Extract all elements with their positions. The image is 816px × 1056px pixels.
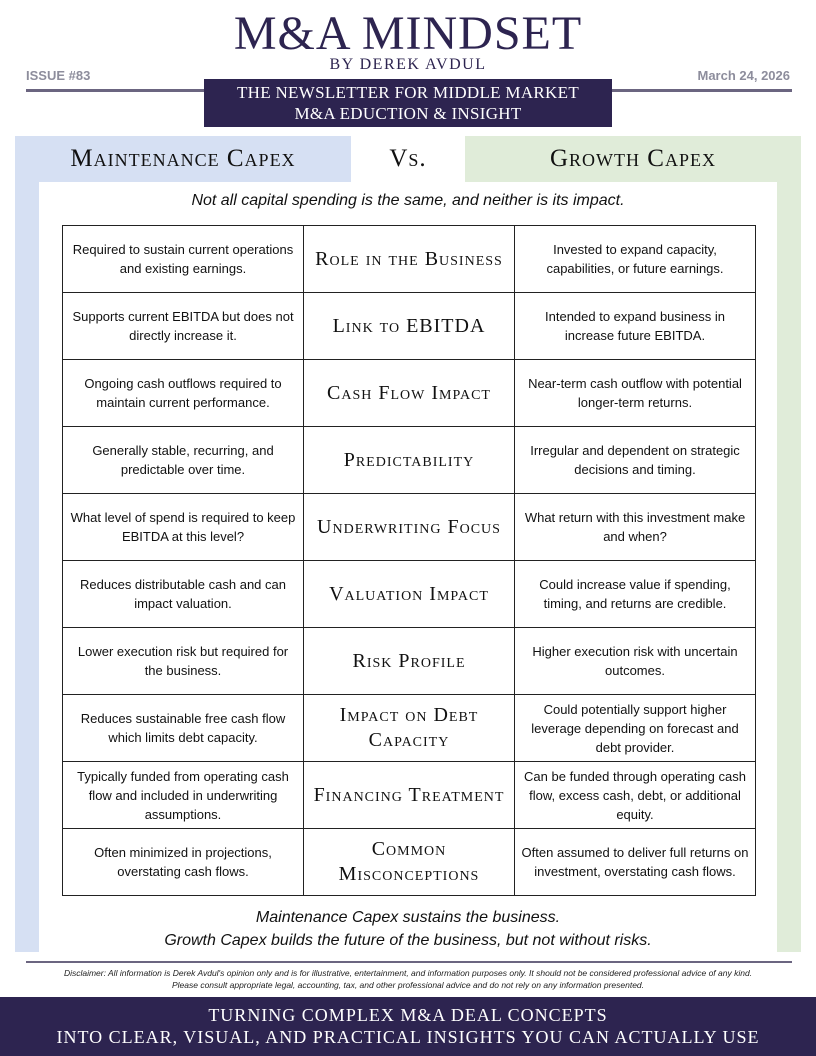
table-row xyxy=(63,427,756,494)
header-rule-right xyxy=(612,89,792,92)
closing-line-2: Growth Capex builds the future of the business, but not without risks. xyxy=(164,932,652,949)
maintenance-cell: Generally stable, recurring, and predictable over time. xyxy=(63,427,304,494)
footer-line-2: INTO CLEAR, VISUAL, AND PRACTICAL INSIGHTS YOU CAN ACTUALLY USE xyxy=(56,1027,760,1047)
header-rule-left xyxy=(26,89,204,92)
tagline-box xyxy=(204,79,612,127)
maintenance-cell: Ongoing cash outflows required to maintain current performance. xyxy=(63,360,304,427)
maintenance-cell: Reduces distributable cash and can impact valuation. xyxy=(63,561,304,628)
byline: BY DEREK AVDUL xyxy=(329,56,487,73)
criteria-cell: Financing Treatment xyxy=(304,762,515,829)
maintenance-cell: Supports current EBITDA but does not directly increase it. xyxy=(63,293,304,360)
maintenance-cell: Lower execution risk but required for the business. xyxy=(63,628,304,695)
versus-label: Vs. xyxy=(389,145,427,172)
table-row xyxy=(63,829,756,896)
table-row xyxy=(63,494,756,561)
criteria-cell: Link to EBITDA xyxy=(304,293,515,360)
footer-line-1: TURNING COMPLEX M&A DEAL CONCEPTS xyxy=(208,1005,608,1025)
issue-number: ISSUE #83 xyxy=(26,68,91,83)
bottom-rule xyxy=(26,961,792,963)
growth-capex-title: Growth Capex xyxy=(550,145,716,172)
maintenance-cell: What level of spend is required to keep EBITDA at this level? xyxy=(63,494,304,561)
table-row xyxy=(63,226,756,293)
tagline-line-1: THE NEWSLETTER FOR MIDDLE MARKET xyxy=(236,83,579,102)
criteria-cell: Cash Flow Impact xyxy=(304,360,515,427)
growth-cell: Can be funded through operating cash flow, excess cash, debt, or additional equity. xyxy=(515,762,756,829)
table-row xyxy=(63,762,756,829)
criteria-cell: Valuation Impact xyxy=(304,561,515,628)
maintenance-band-side xyxy=(15,182,39,952)
disclaimer-text: Disclaimer: All information is Derek Avdul's opinion only and is for illustrative, entertainment, and information purposes only. It should not be considered professional advice of any kind. Please consult appropriate legal, accounting, tax, and other professional advice and do not rely on any information presented. xyxy=(63,968,753,990)
growth-cell: Could increase value if spending, timing, and returns are credible. xyxy=(515,561,756,628)
table-row xyxy=(63,695,756,762)
growth-cell: Invested to expand capacity, capabilities, or future earnings. xyxy=(515,226,756,293)
closing-line-1: Maintenance Capex sustains the business. xyxy=(255,909,561,926)
masthead-title: M&A MINDSET xyxy=(233,7,583,60)
maintenance-cell: Typically funded from operating cash flow and included in underwriting assumptions. xyxy=(63,762,304,829)
growth-cell: Higher execution risk with uncertain outcomes. xyxy=(515,628,756,695)
criteria-cell: Underwriting Focus xyxy=(304,494,515,561)
growth-cell: Could potentially support higher leverage depending on forecast and debt provider. xyxy=(515,695,756,762)
criteria-cell: Risk Profile xyxy=(304,628,515,695)
growth-cell: Near-term cash outflow with potential longer-term returns. xyxy=(515,360,756,427)
criteria-cell: Predictability xyxy=(304,427,515,494)
growth-cell: Irregular and dependent on strategic decisions and timing. xyxy=(515,427,756,494)
maintenance-capex-title: Maintenance Capex xyxy=(70,145,296,172)
maintenance-cell: Required to sustain current operations and existing earnings. xyxy=(63,226,304,293)
growth-band-side xyxy=(777,182,801,952)
footer-banner xyxy=(0,997,816,1056)
growth-cell: Intended to expand business in increase future EBITDA. xyxy=(515,293,756,360)
maintenance-cell: Reduces sustainable free cash flow which limits debt capacity. xyxy=(63,695,304,762)
table-row xyxy=(63,293,756,360)
table-row xyxy=(63,360,756,427)
comparison-table xyxy=(62,225,756,896)
intro-text: Not all capital spending is the same, and neither is its impact. xyxy=(191,192,625,209)
growth-cell: Often assumed to deliver full returns on investment, overstating cash flows. xyxy=(515,829,756,896)
criteria-cell: Common Misconceptions xyxy=(304,829,515,896)
table-row xyxy=(63,561,756,628)
growth-cell: What return with this investment make and when? xyxy=(515,494,756,561)
issue-date: March 24, 2026 xyxy=(697,68,790,83)
criteria-cell: Impact on Debt Capacity xyxy=(304,695,515,762)
table-row xyxy=(63,628,756,695)
criteria-cell: Role in the Business xyxy=(304,226,515,293)
tagline-line-2: M&A EDUCTION & INSIGHT xyxy=(294,104,522,123)
maintenance-cell: Often minimized in projections, overstating cash flows. xyxy=(63,829,304,896)
